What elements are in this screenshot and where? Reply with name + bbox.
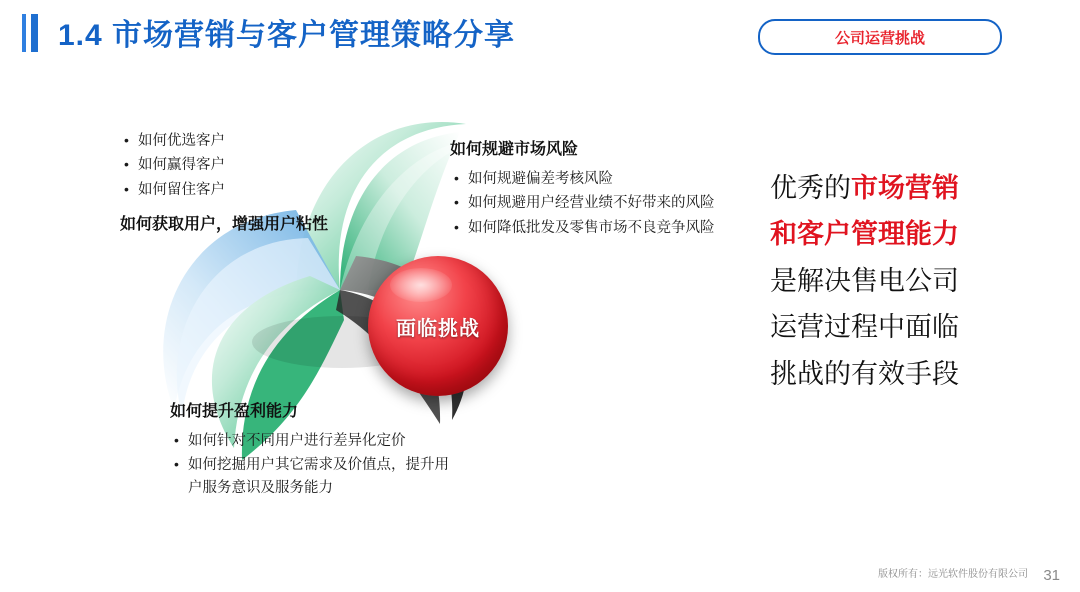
list-item: • 如何挖掘用户其它需求及价值点，提升用户服务意识及服务能力 [188, 454, 460, 499]
list-item: • 如何留住客户 [138, 179, 350, 201]
statement-line-1 [770, 165, 1040, 211]
block-acquire-users [120, 130, 350, 243]
block-profitability [170, 400, 460, 501]
statement-span: 运营过程中面临 [770, 312, 959, 343]
page-title: 1.4 市场营销与客户管理策略分享 [58, 19, 516, 52]
statement-span: 是解决售电公司 [770, 265, 959, 296]
center-sphere-label: 面临挑战 [396, 317, 480, 340]
swirl-diagram [100, 70, 760, 570]
accent-bar-thin [22, 14, 26, 52]
block-profit-heading: 如何提升盈利能力 [170, 403, 299, 420]
center-sphere [368, 256, 508, 396]
statement-text [770, 165, 1040, 397]
block-profit-bullets [170, 430, 460, 499]
footer-copyright: 版权所有：远光软件股份有限公司 [878, 569, 1028, 580]
list-item: • 如何规避偏差考核风险 [468, 168, 740, 190]
list-item: • 如何优选客户 [138, 130, 350, 152]
list-item: • 如何规避用户经营业绩不好带来的风险 [468, 192, 740, 214]
accent-bar [31, 14, 38, 52]
block-risk-heading: 如何规避市场风险 [450, 141, 579, 158]
status-badge-label: 公司运营挑战 [834, 29, 925, 47]
title-accent-bars [22, 14, 38, 52]
list-item: • 如何赢得客户 [138, 154, 350, 176]
statement-span-emphasis: 市场营销 [851, 173, 959, 203]
block-risk-bullets [450, 168, 740, 239]
block-acquire-bullets-top [120, 130, 350, 201]
statement-line-3 [770, 258, 1040, 304]
page-number: 31 [1043, 567, 1060, 584]
statement-span: 挑战的有效手段 [770, 358, 959, 389]
block-market-risk [450, 138, 740, 241]
statement-line-4 [770, 304, 1040, 350]
list-item: • 如何针对不同用户进行差异化定价 [188, 430, 460, 452]
statement-span-emphasis: 和客户管理能力 [770, 219, 959, 250]
status-badge [758, 19, 1002, 55]
statement-line-2 [770, 211, 1040, 257]
block-acquire-heading: 如何获取用户，增强用户粘性 [120, 216, 329, 234]
statement-line-5 [770, 351, 1040, 397]
statement-span: 优秀的 [770, 173, 851, 203]
list-item: • 如何降低批发及零售市场不良竞争风险 [468, 217, 740, 239]
